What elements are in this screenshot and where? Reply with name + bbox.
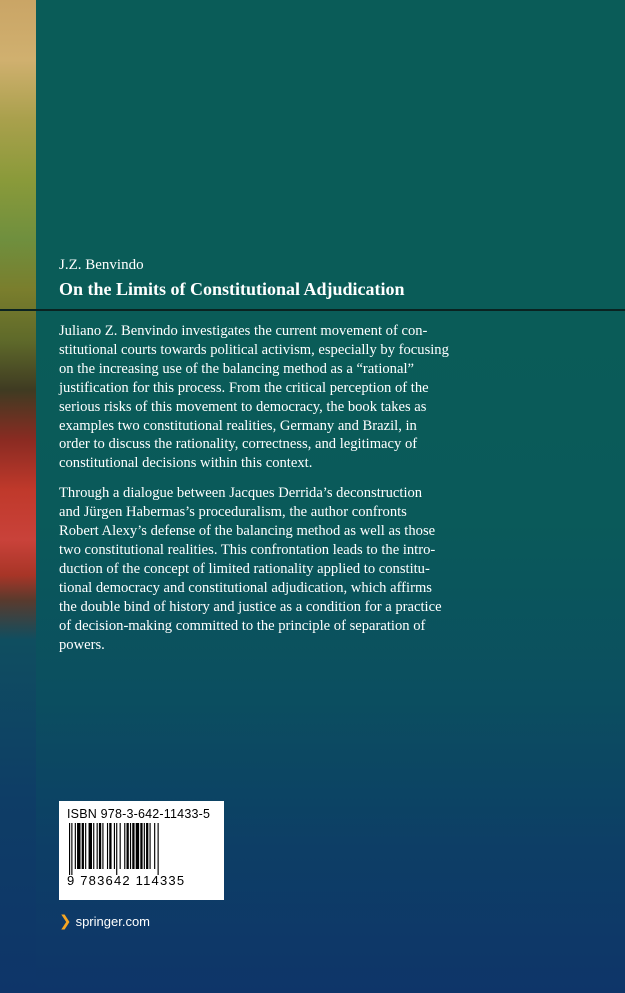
barcode-bar [158, 823, 159, 875]
barcode-bar [146, 823, 148, 869]
barcode-bar [120, 823, 121, 869]
barcode-bar [102, 823, 103, 869]
barcode-bar [71, 823, 72, 875]
description-paragraph-1 [59, 322, 599, 473]
barcode-bar [124, 823, 125, 869]
barcode-bar [130, 823, 131, 869]
author-name: J.Z. Benvindo [59, 257, 144, 273]
text-line: tional democracy and constitutional adjudication, which affirms [59, 579, 432, 596]
text-line: justification for this process. From the critical perception of the [59, 379, 429, 396]
barcode-bar [127, 823, 129, 869]
chevron-right-icon: ❯ [59, 913, 72, 930]
text-line: powers. [59, 636, 105, 653]
barcode-bar [109, 823, 111, 869]
barcode-bar [136, 823, 139, 869]
text-line: two constitutional realities. This confrontation leads to the intro- [59, 541, 436, 558]
description [59, 322, 599, 665]
barcode-bar [97, 823, 98, 869]
barcode-bar [150, 823, 151, 869]
text-line: serious risks of this movement to democracy, the book takes as [59, 398, 427, 415]
text-line: and Jürgen Habermas’s proceduralism, the author confronts [59, 504, 407, 521]
description-paragraph-2 [59, 484, 599, 654]
text-line: Robert Alexy’s defense of the balancing method as well as those [59, 523, 436, 540]
spine-color-strip [0, 0, 36, 993]
barcode-bar [132, 823, 134, 869]
text-line: examples two constitutional realities, Germany and Brazil, in [59, 417, 417, 434]
barcode-bar [93, 823, 94, 869]
divider-line [0, 309, 625, 311]
barcode-bars [67, 823, 216, 875]
barcode-bar [144, 823, 145, 869]
text-line: the double bind of history and justice as a condition for a practice [59, 598, 442, 615]
publisher-link[interactable] [59, 912, 150, 930]
barcode-bar [154, 823, 155, 869]
barcode-bar [140, 823, 142, 869]
text-line: duction of the concept of limited rationality applied to constitu- [59, 560, 430, 577]
barcode-bar [75, 823, 76, 869]
barcode-bar [82, 823, 84, 869]
book-title: On the Limits of Constitutional Adjudication [59, 279, 405, 299]
publisher-url: springer.com [75, 913, 150, 929]
text-line: order to discuss the rationality, correctness, and legitimacy of [59, 436, 418, 453]
barcode-bar [77, 823, 80, 869]
barcode-label [59, 801, 224, 900]
text-line: constitutional decisions within this context. [59, 455, 313, 472]
barcode-bar [99, 823, 101, 869]
text-line: Through a dialogue between Jacques Derrida’s deconstruction [59, 485, 423, 502]
barcode-bar [114, 823, 115, 869]
barcode-bar [85, 823, 86, 869]
isbn-text: ISBN 978-3-642-11433-5 [67, 807, 211, 821]
text-line: on the increasing use of the balancing method as a “rational” [59, 360, 414, 377]
barcode-bar [107, 823, 108, 869]
barcode-bar [116, 823, 117, 875]
barcode-bar [89, 823, 92, 869]
text-line: of decision-making committed to the principle of separation of [59, 617, 426, 634]
barcode-bar [69, 823, 70, 875]
text-line: stitutional courts towards political activism, especially by focusing [59, 341, 449, 358]
text-line: Juliano Z. Benvindo investigates the current movement of con- [59, 323, 428, 339]
barcode-digits: 9 783642 114335 [67, 873, 186, 888]
